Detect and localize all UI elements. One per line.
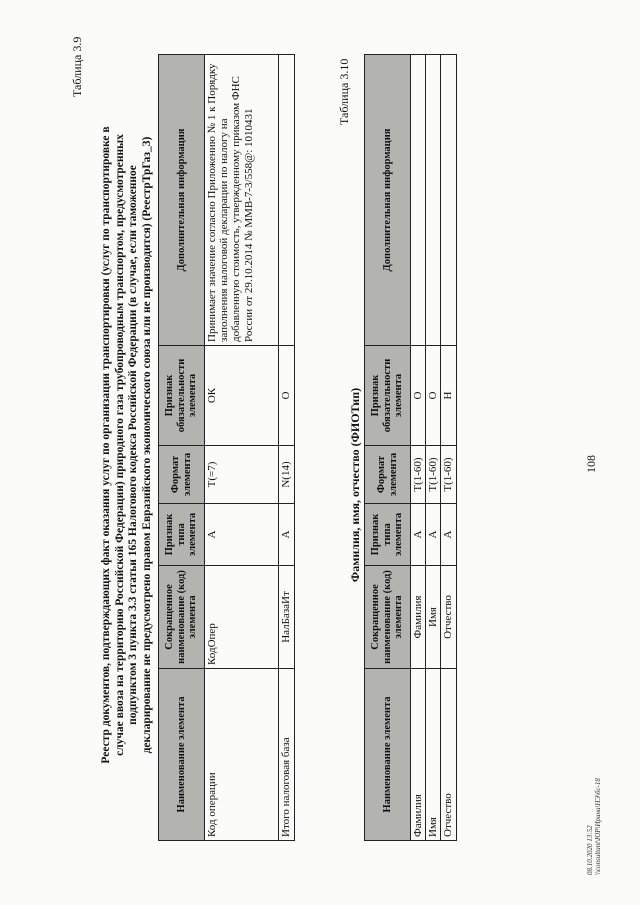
cell-code: Имя [426,566,441,669]
cell-code: НалБазаИт [279,566,295,669]
cell-required: Н [441,346,456,446]
title-line: декларирование не предусмотрено правом Евразийского экономического союза или не производится) (РеестрТрГаз_3) [140,136,153,754]
cell-format: T(=7) [205,446,279,504]
cell-name: Код операции [205,669,279,841]
header-format: Формат элемента [365,446,411,504]
header-type: Признак типа элемента [159,504,205,566]
table-3-9-title [100,15,154,875]
cell-required: О [279,346,295,446]
title-line: случае ввоза на территорию Российской Федерации) природного газа трубопроводным транспортом, предусмотренных [113,134,126,756]
table-row [411,55,426,841]
table-3-10 [364,54,457,841]
table-header-row [365,55,411,841]
cell-code: КодОпер [205,566,279,669]
table-row [426,55,441,841]
table-row [279,55,295,841]
table-3-9 [158,54,295,841]
header-code: Сокращенное наименование (код) элемента [159,566,205,669]
header-format: Формат элемента [159,446,205,504]
cell-info [426,55,441,346]
cell-info: Принимает значение согласно Приложению № 1 к Порядку заполнения налоговой декларации по налогу на добавленную стоимость, утвержденному приказом ФНС России от 29.10.2014 № ММВ-7-3/558@: 1010431 [205,55,279,346]
header-name: Наименование элемента [159,669,205,841]
header-type: Признак типа элемента [365,504,411,566]
cell-info [279,55,295,346]
table-header-row [159,55,205,841]
cell-name: Отчество [441,669,456,841]
cell-name: Фамилия [411,669,426,841]
cell-format: T(1-60) [426,446,441,504]
cell-type: А [411,504,426,566]
header-code: Сокращенное наименование (код) элемента [365,566,411,669]
cell-type: А [441,504,456,566]
table-row [205,55,279,841]
title-line: подпунктом 3 пункта 3.3 статьи 165 Налогового кодекса Российской Федерации (в случае, если таможенное [127,165,140,725]
cell-info [441,55,456,346]
footer-date: 08.10.2020 13:52 [586,825,594,875]
cell-required: О [426,346,441,446]
cell-required: О [411,346,426,446]
cell-name: Имя [426,669,441,841]
cell-name: Итого налоговая база [279,669,295,841]
table-3-10-caption: Таблица 3.10 [337,58,351,125]
cell-format: T(1-60) [411,446,426,504]
cell-info [411,55,426,346]
table-3-9-caption: Таблица 3.9 [70,36,84,97]
cell-code: Отчество [441,566,456,669]
cell-type: А [426,504,441,566]
cell-type: А [279,504,295,566]
cell-format: T(1-60) [441,446,456,504]
table-row [441,55,456,841]
table-3-10-title: Фамилия, имя, отчество (ФИОТип) [348,387,362,583]
title-line: Реестр документов, подтверждающих факт оказания услуг по организации транспортировки (услуг по транспортировке в [100,126,112,764]
footer-stamp [586,778,602,875]
cell-required: ОК [205,346,279,446]
header-required: Признак обязательности элемента [365,346,411,446]
footer-path: \\consultant\ЮР\Ирина\НЭ\бс-18 [594,778,602,875]
cell-format: N(14) [279,446,295,504]
header-name: Наименование элемента [365,669,411,841]
header-info: Дополнительная информация [159,55,205,346]
header-required: Признак обязательности элемента [159,346,205,446]
cell-code: Фамилия [411,566,426,669]
page-number: 108 [584,455,598,473]
header-info: Дополнительная информация [365,55,411,346]
cell-type: А [205,504,279,566]
